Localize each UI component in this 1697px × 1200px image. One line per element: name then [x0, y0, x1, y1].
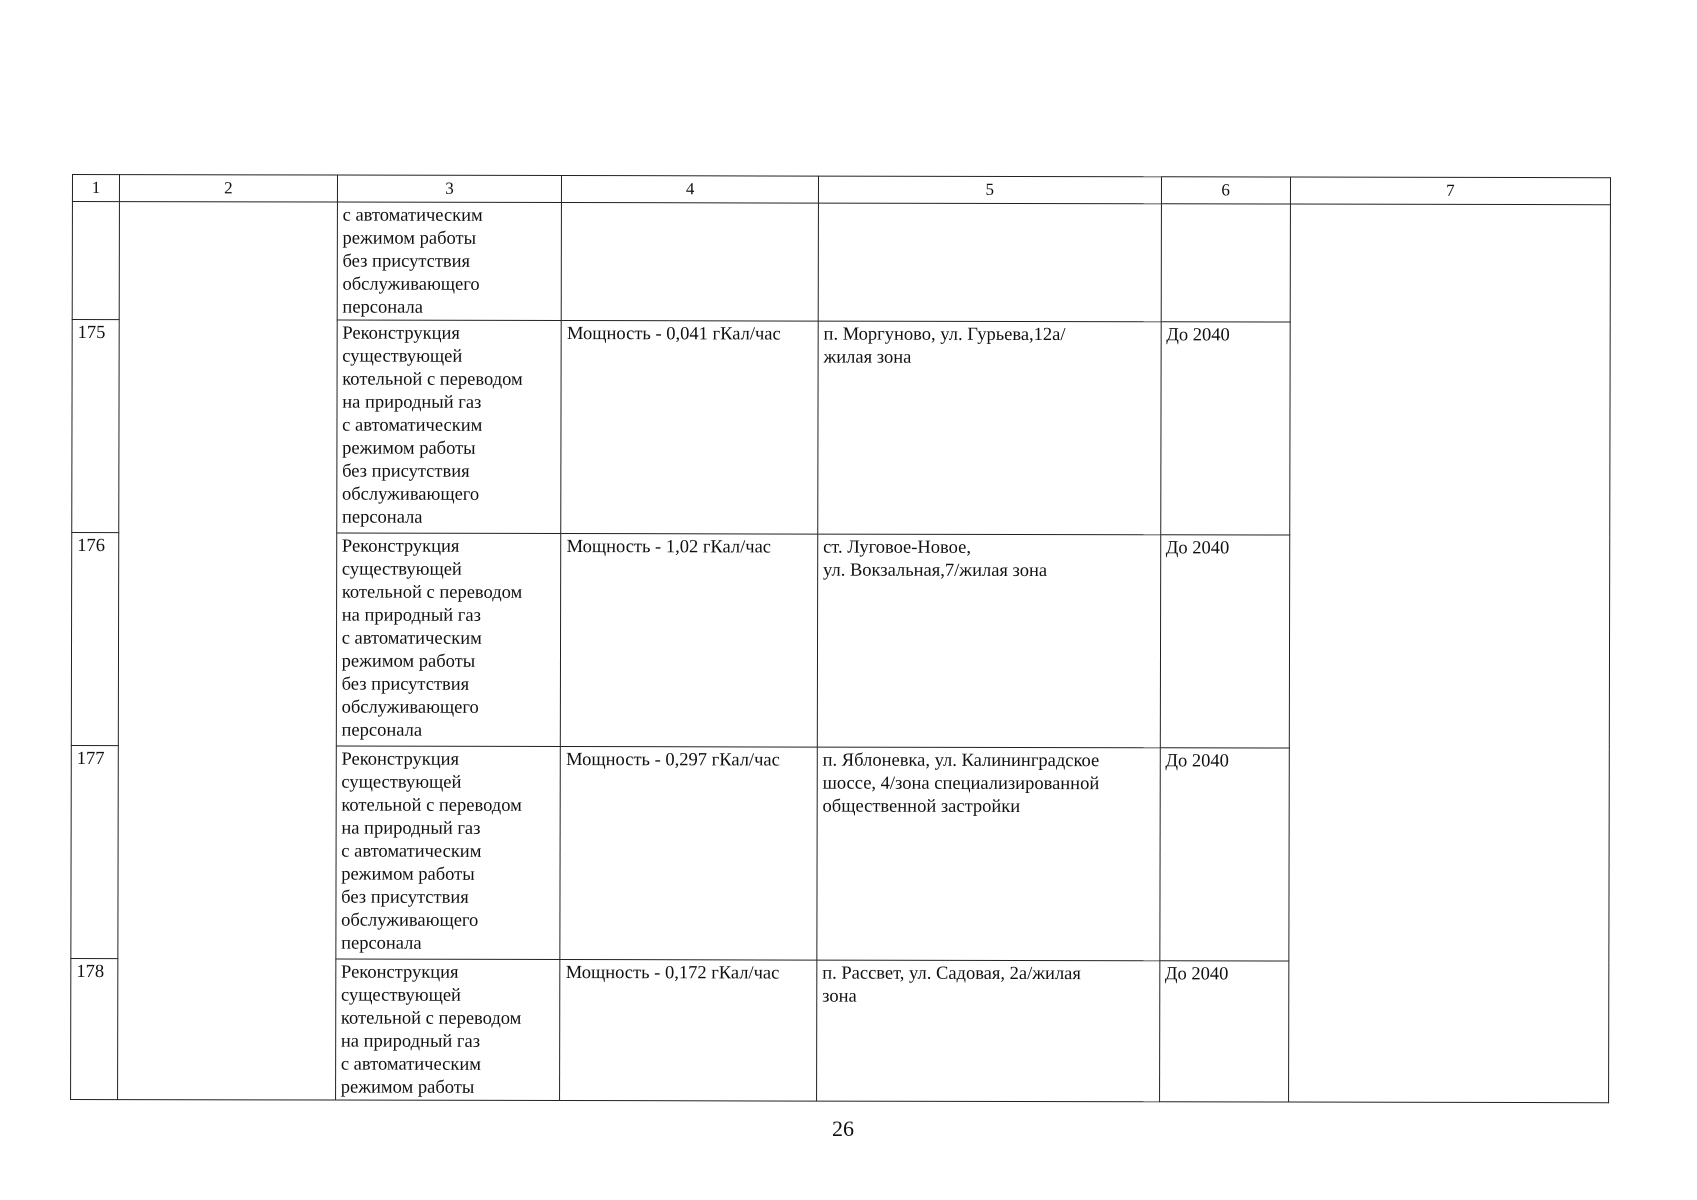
measure-cell: Реконструкция существующей котельной с переводом на природный газ с автоматическим режимом работы без присутствия обслуживающего персонала [336, 746, 561, 959]
location-cell: п. Яблоневка, ул. Калининградское шоссе, 4/зона специализированной общественной застройки [817, 747, 1160, 961]
capacity-cell: Мощность - 0,297 гКал/час [560, 747, 817, 961]
measure-cell: Реконструкция существующей котельной с переводом на природный газ с автоматическим режимом работы [335, 959, 560, 1100]
header-cell: 2 [120, 175, 338, 202]
location-cell: п. Рассвет, ул. Садовая, 2а/жилая зона [816, 960, 1159, 1102]
page-number: 26 [832, 1116, 854, 1141]
header-cell: 1 [72, 175, 119, 202]
header-cell: 3 [337, 175, 562, 202]
row-number-cell: 178 [71, 958, 118, 1099]
table-row [72, 202, 1610, 323]
capacity-cell: Мощность - 0,172 гКал/час [560, 960, 817, 1102]
header-cell: 4 [562, 176, 819, 204]
capacity-cell: Мощность - 0,041 гКал/час [561, 321, 818, 535]
data-table [70, 174, 1611, 1103]
row-number-cell [72, 202, 119, 320]
deadline-cell [1161, 204, 1291, 322]
note-cell [1288, 204, 1610, 1103]
row-number-cell: 177 [71, 745, 119, 958]
measure-cell: Реконструкция существующей котельной с переводом на природный газ с автоматическим режимом работы без присутствия обслуживающего персонала [336, 320, 561, 533]
row-number-cell: 175 [72, 320, 120, 533]
measure-cell: Реконструкция существующей котельной с переводом на природный газ с автоматическим режимом работы без присутствия обслуживающего персонала [336, 533, 561, 746]
location-cell: ст. Луговое-Новое, ул. Вокзальная,7/жилая зона [817, 534, 1160, 748]
header-cell: 7 [1290, 177, 1610, 205]
header-cell: 6 [1161, 177, 1290, 204]
deadline-cell: До 2040 [1159, 961, 1289, 1102]
name-cell [118, 202, 337, 1100]
location-cell: п. Моргуново, ул. Гурьева,12а/ жилая зона [818, 321, 1161, 535]
capacity-cell: Мощность - 1,02 гКал/час [561, 534, 818, 748]
table-header-row [72, 175, 1610, 205]
row-number-cell: 176 [71, 533, 119, 746]
location-cell [818, 203, 1161, 322]
capacity-cell [562, 203, 819, 322]
deadline-cell: До 2040 [1160, 535, 1290, 748]
measure-cell: с автоматическим режимом работы без присутствия обслуживающего персонала [337, 202, 562, 320]
deadline-cell: До 2040 [1160, 322, 1290, 535]
deadline-cell: До 2040 [1159, 748, 1289, 961]
header-cell: 5 [818, 176, 1161, 204]
